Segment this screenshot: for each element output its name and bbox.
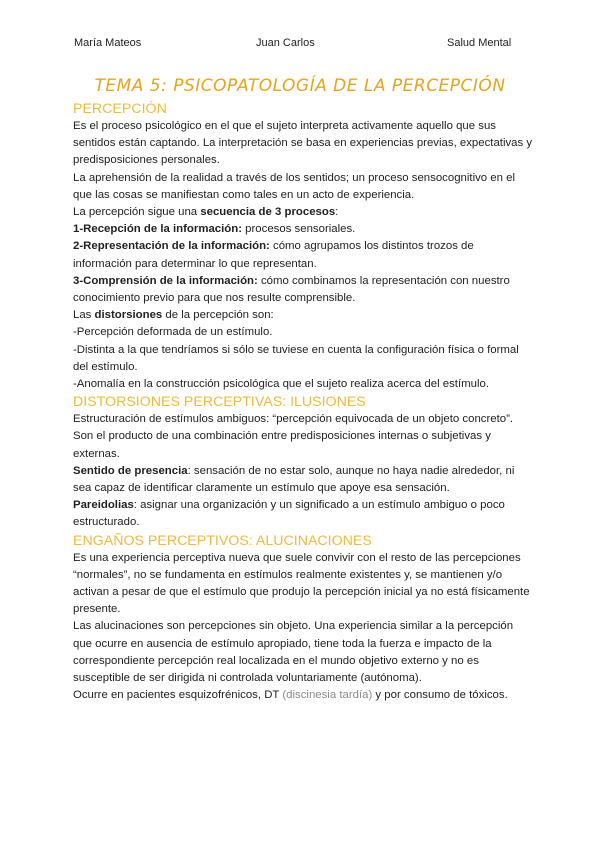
section-heading-ilusiones: DISTORSIONES PERCEPTIVAS: ILUSIONES xyxy=(73,394,366,411)
section-heading-alucinaciones: ENGAÑOS PERCEPTIVOS: ALUCINACIONES xyxy=(73,532,372,549)
text-run: Las xyxy=(73,309,95,322)
header-subject: Salud Mental xyxy=(447,37,512,49)
header-author-1: María Mateos xyxy=(74,37,142,49)
bold-term: Sentido de presencia xyxy=(73,464,188,477)
process-step-2 xyxy=(73,238,533,272)
text-run: de la percepción son: xyxy=(162,309,274,322)
process-step-1 xyxy=(73,221,533,238)
bold-term: secuencia de 3 procesos xyxy=(200,206,336,219)
text-run: Ocurre en pacientes esquizofrénicos, DT xyxy=(73,689,283,702)
list-item: -Anomalía en la construcción psicológica que el sujeto realiza acerca del estímulo. xyxy=(73,378,489,391)
bold-term: 1-Recepción de la información: xyxy=(73,223,242,236)
section-heading-percepcion: PERCEPCIÓN xyxy=(73,101,167,117)
paragraph: Es el proceso psicológico en el que el sujeto interpreta activamente aquello que sus sentidos están captando. La interpretación se basa en experiencias previas, expectativas y predisposiciones personales. xyxy=(73,120,533,167)
text-run: cómo agrupamos los distintos trozos de información para determinar lo que representan. xyxy=(73,240,474,270)
bold-term: 3-Comprensión de la información: xyxy=(73,274,258,287)
document-body xyxy=(73,100,533,705)
paragraph: Estructuración de estímulos ambiguos: “percepción equivocada de un objeto concreto”. Son el producto de una combinación entre predisposiciones internas o subjetivas y externas. xyxy=(73,413,514,460)
text-run: La percepción sigue una xyxy=(73,206,201,219)
text-run: cómo combinamos la representación con nuestro conocimiento previo para que nos resulte comprensible. xyxy=(73,274,510,305)
muted-term: (discinesia tardía) xyxy=(282,689,373,702)
paragraph xyxy=(73,204,533,221)
paragraph xyxy=(73,497,533,531)
paragraph xyxy=(73,463,533,497)
text-run: y por consumo de tóxicos. xyxy=(372,689,508,702)
text-run: procesos sensoriales. xyxy=(242,223,356,236)
paragraph: La aprehensión de la realidad a través de los sentidos; un proceso sensocognitivo en el que las cosas se manifiestan como tales en un acto de experiencia. xyxy=(73,171,515,201)
text-run: : asignar una organización y un significado a un estímulo ambiguo o poco estructurado. xyxy=(73,499,505,529)
text-run: : sensación de no estar solo, aunque no haya nadie alrededor, ni sea capaz de identificar claramente un estímulo que apoye esa sensación. xyxy=(73,464,515,495)
paragraph: Es una experiencia perceptiva nueva que suele convivir con el resto de las percepciones “normales”, no se fundamenta en estímulos realmente existentes y, se mantienen y/o activan a pesar de que el estímulo que produjo la percepción inicial ya no está físicamente presente. xyxy=(73,551,530,616)
paragraph xyxy=(73,307,533,324)
bold-term: Pareidolias xyxy=(73,499,134,512)
list-item: -Percepción deformada de un estímulo. xyxy=(73,326,273,339)
list-item: -Distinta a la que tendríamos si sólo se tuviese en cuenta la configuración física o formal del estímulo. xyxy=(73,343,519,373)
paragraph: Las alucinaciones son percepciones sin objeto. Una experiencia similar a la percepción que ocurre en ausencia de estímulo apropiado, tiene toda la fuerza e impacto de la correspondiente percepción real localizada en el mundo objetivo externo y no es susceptible de ser dirigida ni controlada voluntariamente (autónoma). xyxy=(73,620,514,685)
header-author-2: Juan Carlos xyxy=(256,37,315,49)
bold-term: 2-Representación de la información: xyxy=(73,240,270,253)
process-step-3 xyxy=(73,273,533,307)
paragraph xyxy=(73,687,533,704)
page-title: TEMA 5: PSICOPATOLOGÍA DE LA PERCEPCIÓN xyxy=(94,76,506,96)
bold-term: distorsiones xyxy=(94,309,163,322)
text-run: : xyxy=(335,206,339,219)
